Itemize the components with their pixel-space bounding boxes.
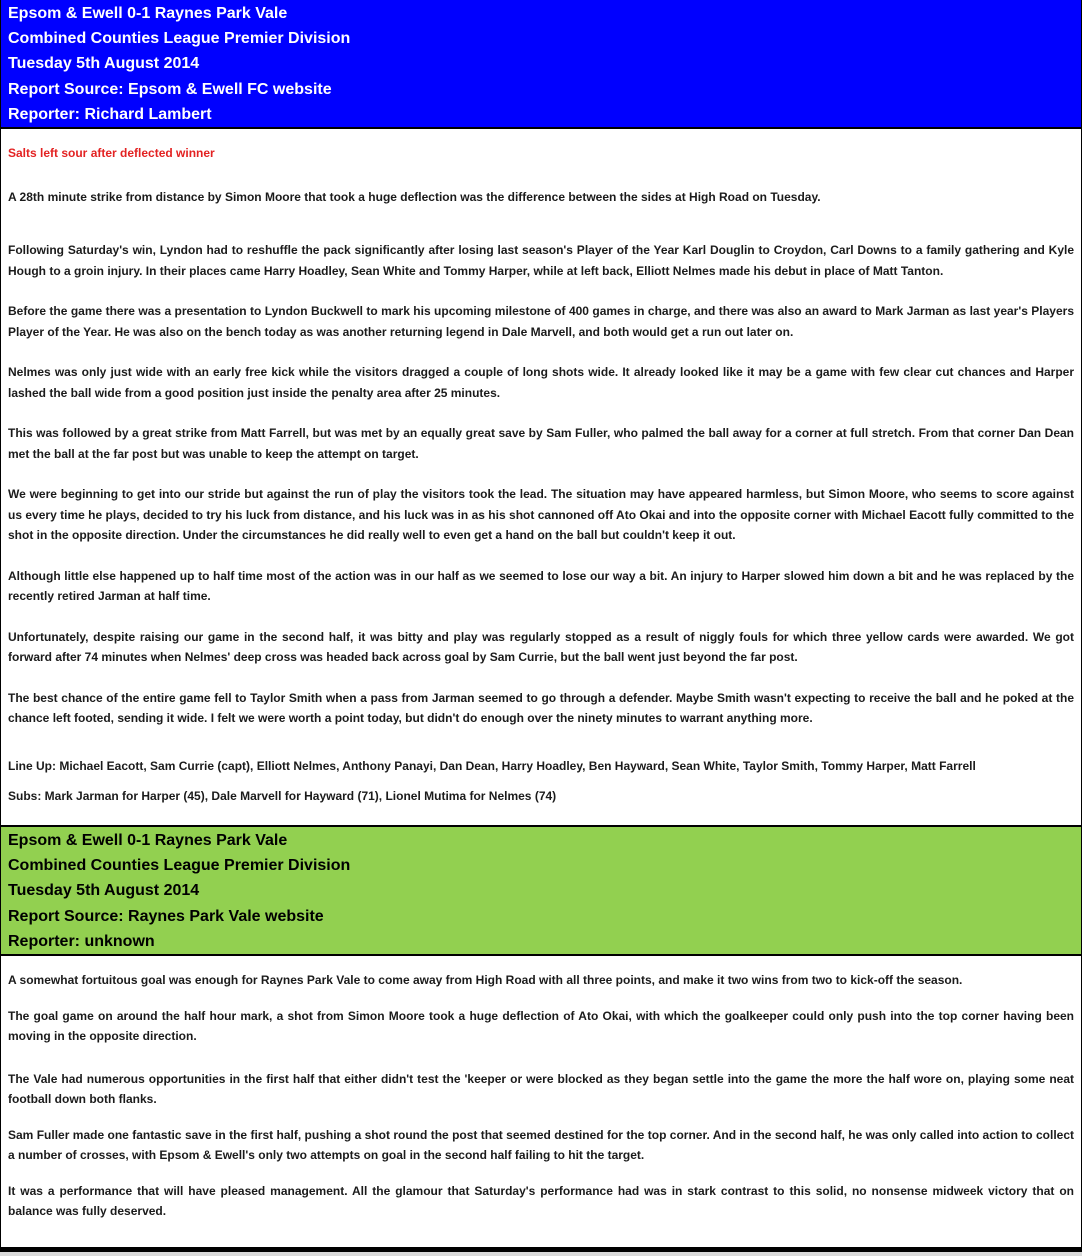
report1-source: Report Source: Epsom & Ewell FC website (8, 80, 332, 98)
report1-lineup: Line Up: Michael Eacott, Sam Currie (capt), Elliott Nelmes, Anthony Panayi, Dan Dean, Harry Hoadley, Ben Hayward, Sean White, Taylor Smith, Tommy Harper, Matt Farrell (8, 758, 976, 773)
report1-paragraph: Nelmes was only just wide with an early free kick while the visitors dragged a couple of long shots wide. It already looked like it may be a game with few clear cut chances and Harper lashed the ball wide from a good position just inside the penalty area after 25 minutes. (8, 365, 1074, 400)
report2-paragraph: Sam Fuller made one fantastic save in the first half, pushing a shot round the post that seemed destined for the top corner. And in the second half, he was only called into action to collect a number of crosses, with Epsom & Ewell's only two attempts on goal in the second half failing to hit the target. (8, 1127, 1074, 1163)
footer-strip (0, 1252, 1082, 1256)
report1-reporter: Reporter: Richard Lambert (8, 105, 212, 123)
report1-league: Combined Counties League Premier Division (8, 30, 351, 48)
report1-paragraph: The best chance of the entire game fell to Taylor Smith when a pass from Jarman seemed to go through a defender. Maybe Smith wasn't expecting to receive the ball and he poked at the chance left footed, sending it wide. I felt we were worth a point today, but didn't do enough over the ninety minutes to warrant anything more. (8, 690, 1074, 726)
report1-paragraph: Following Saturday's win, Lyndon had to reshuffle the pack significantly after losing last season's Player of the Year Karl Douglin to Croydon, Carl Downs to a family gathering and Kyle Hough to a groin injury. In their places came Harry Hoadley, Sean White and Tommy Harper, while at left back, Elliott Nelmes made his debut in place of Matt Tanton. (8, 243, 1074, 278)
report2-match-title: Epsom & Ewell 0-1 Raynes Park Vale (8, 832, 288, 850)
report1-date: Tuesday 5th August 2014 (8, 55, 200, 73)
report1-headline: Salts left sour after deflected winner (8, 146, 215, 161)
report1-paragraph: Although little else happened up to half time most of the action was in our half as we seemed to lose our way a bit. An injury to Harper slowed him down a bit and he was replaced by the recently retired Jarman at half time. (8, 568, 1074, 604)
report2-league: Combined Counties League Premier Division (8, 857, 351, 875)
report1-body (0, 129, 1082, 825)
report1-paragraph: Unfortunately, despite raising our game in the second half, it was bitty and play was regularly stopped as a result of niggly fouls for which three yellow cards were awarded. We got forward after 74 minutes when Nelmes' deep cross was headed back across goal by Sam Currie, but the ball went just beyond the far post. (8, 629, 1074, 665)
report2-paragraph: The goal game on around the half hour mark, a shot from Simon Moore took a huge deflection of Ato Okai, with which the goalkeeper could only push into the top corner having been moving in the opposite direction. (8, 1008, 1074, 1044)
report2-paragraph: A somewhat fortuitous goal was enough for Raynes Park Vale to come away from High Road with all three points, and make it two wins from two to kick-off the season. (8, 973, 963, 988)
report1-subs: Subs: Mark Jarman for Harper (45), Dale Marvell for Hayward (71), Lionel Mutima for Nelmes (74) (8, 789, 557, 804)
report1-match-title: Epsom & Ewell 0-1 Raynes Park Vale (8, 5, 288, 22)
report2-paragraph: The Vale had numerous opportunities in the first half that either didn't test the 'keeper or were blocked as they began settle into the game the more the half wore on, playing some neat football down both flanks. (8, 1071, 1074, 1107)
report1-paragraph: Before the game there was a presentation to Lyndon Buckwell to mark his upcoming milestone of 400 games in charge, and there was also an award to Mark Jarman as last year's Players Player of the Year. He was also on the bench today as was another returning legend in Dale Marvell, and both would get a run out later on. (8, 304, 1074, 339)
report1-header (0, 0, 1082, 129)
report2-reporter: Reporter: unknown (8, 932, 155, 950)
report1-paragraph: We were beginning to get into our stride but against the run of play the visitors took the lead. The situation may have appeared harmless, but Simon Moore, who seems to score against us every time he plays, decided to try his luck from distance, and his luck was in as his shot cannoned off Ato Okai and into the opposite corner with Michael Eacott fully committed to the shot in the opposite direction. Under the circumstances he did really well to even get a hand on the ball but couldn't keep it out. (8, 487, 1074, 543)
report2-body (0, 956, 1082, 1247)
report2-paragraph: It was a performance that will have pleased management. All the glamour that Saturday's performance had was in stark contrast to this solid, no nonsense midweek victory that on balance was fully deserved. (8, 1183, 1074, 1219)
report1-paragraph: This was followed by a great strike from Matt Farrell, but was met by an equally great save by Sam Fuller, who palmed the ball away for a corner at full stretch. From that corner Dan Dean met the ball at the far post but was unable to keep the attempt on target. (8, 426, 1074, 461)
report2-source: Report Source: Raynes Park Vale website (8, 907, 324, 925)
report2-header (0, 825, 1082, 956)
report2-date: Tuesday 5th August 2014 (8, 882, 200, 900)
report1-paragraph: A 28th minute strike from distance by Simon Moore that took a huge deflection was the difference between the sides at High Road on Tuesday. (8, 189, 821, 204)
